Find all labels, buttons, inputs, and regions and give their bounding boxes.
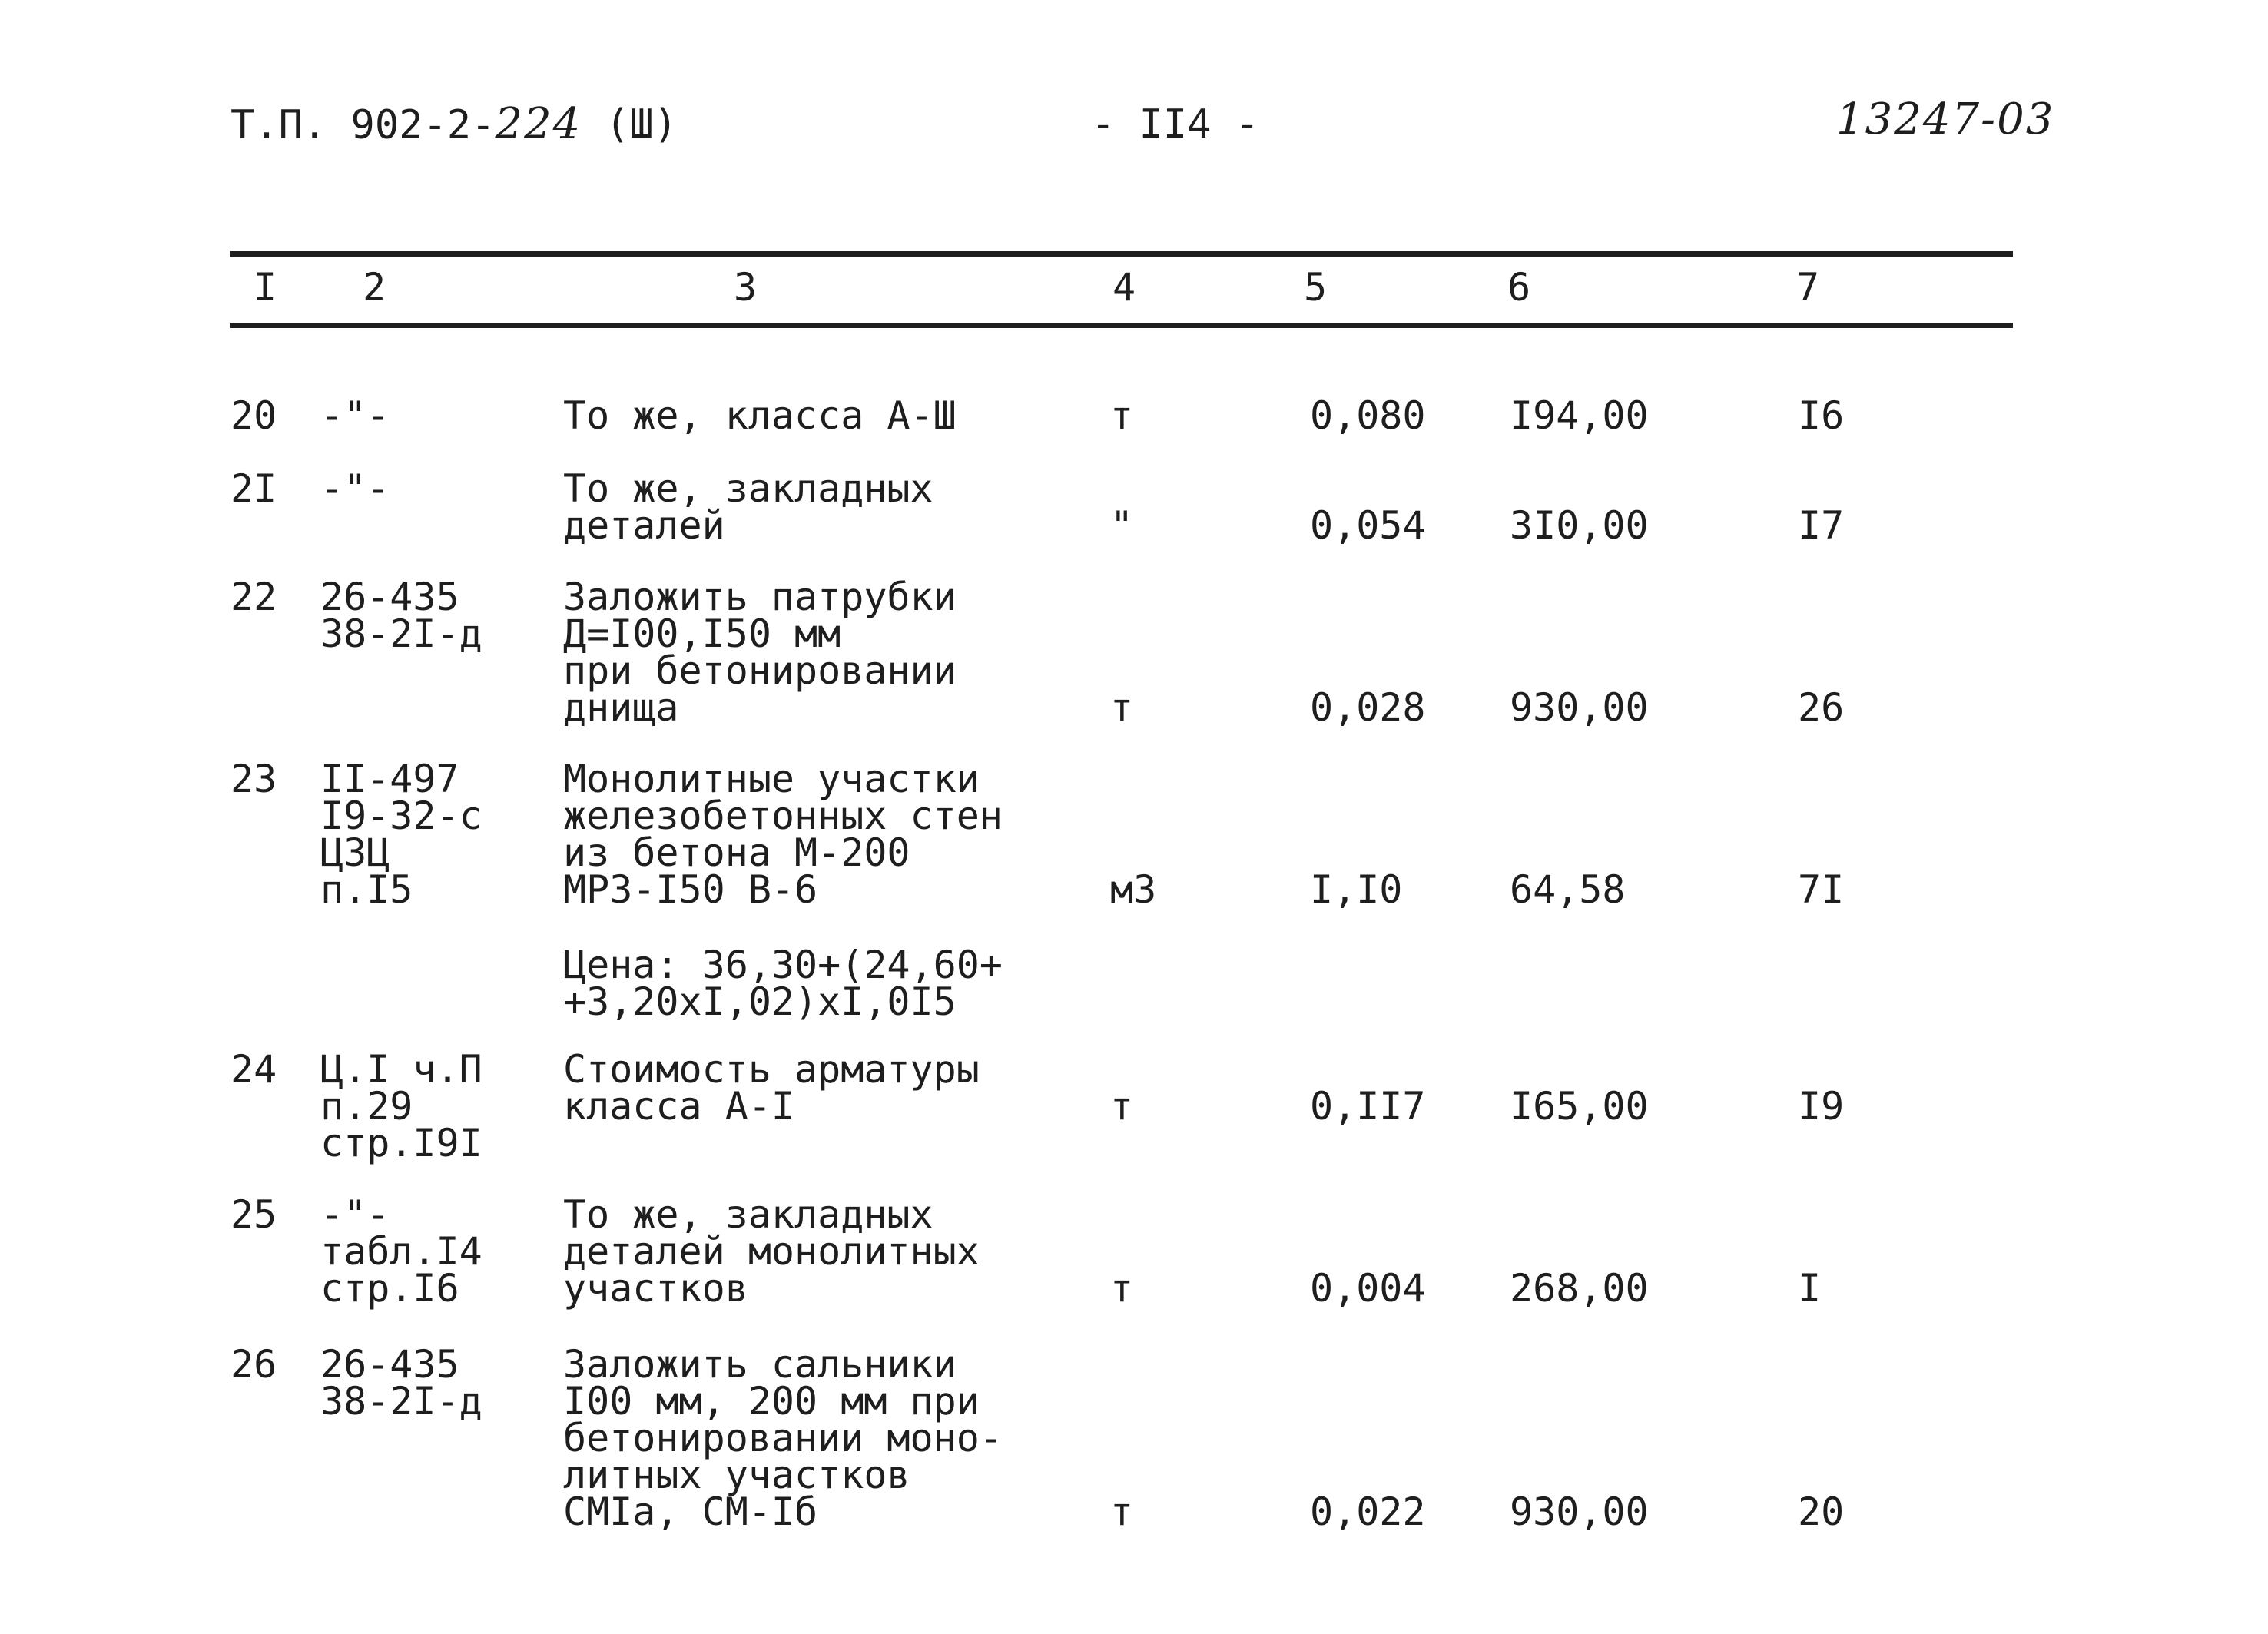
- row-description: То же, класса А-Ш: [563, 393, 957, 438]
- row-number: 26: [230, 1342, 277, 1387]
- row-quantity: 0,028: [1310, 685, 1426, 730]
- row-description: при бетонировании: [563, 648, 957, 693]
- row-description: Д=I00,I50 мм: [563, 612, 841, 656]
- row-number: 2I: [230, 466, 277, 511]
- row-description: бетонировании моно-: [563, 1416, 1003, 1460]
- row-description: литных участков: [563, 1453, 910, 1497]
- row-quantity: 0,054: [1310, 503, 1426, 548]
- row-unit-price: 930,00: [1510, 1490, 1649, 1534]
- column-header: 3: [734, 265, 758, 310]
- row-code: 38-2I-д: [320, 612, 482, 656]
- row-description: деталей монолитных: [563, 1229, 980, 1274]
- row-description: То же, закладных: [563, 1192, 933, 1237]
- row-code: 26-435: [320, 575, 459, 619]
- row-unit: т: [1110, 685, 1134, 730]
- row-description: Стоимость арматуры: [563, 1047, 980, 1092]
- row-code: II-497: [320, 757, 459, 801]
- row-number: 24: [230, 1047, 277, 1092]
- row-unit: т: [1110, 1266, 1134, 1311]
- row-description: днища: [563, 685, 679, 730]
- row-unit-price: I65,00: [1510, 1084, 1649, 1129]
- row-description: из бетона М-200: [563, 830, 910, 875]
- row-unit-price: 3I0,00: [1510, 503, 1649, 548]
- row-code: I9-32-с: [320, 794, 482, 838]
- row-code: табл.I4: [320, 1229, 482, 1274]
- table-top-rule: [230, 251, 2013, 257]
- row-unit-price: 64,58: [1510, 867, 1626, 912]
- doc-reference-handwritten: 224: [495, 99, 582, 149]
- row-cost: I: [1798, 1266, 1822, 1311]
- row-code: 38-2I-д: [320, 1379, 482, 1424]
- row-quantity: 0,004: [1310, 1266, 1426, 1311]
- row-code: -"-: [320, 393, 390, 438]
- row-unit-price: I94,00: [1510, 393, 1649, 438]
- row-cost: I9: [1798, 1084, 1845, 1129]
- row-code: -"-: [320, 466, 390, 511]
- row-number: 23: [230, 757, 277, 801]
- row-number: 22: [230, 575, 277, 619]
- doc-reference: [230, 99, 582, 149]
- row-description: СМIа, СМ-Iб: [563, 1490, 818, 1534]
- row-code: стр.I6: [320, 1266, 459, 1311]
- row-code: п.I5: [320, 867, 413, 912]
- row-description: железобетонных стен: [563, 794, 1003, 838]
- row-unit: ": [1110, 503, 1134, 548]
- row-description: Заложить патрубки: [563, 575, 957, 619]
- row-code: 26-435: [320, 1342, 459, 1387]
- doc-part: (Ш): [605, 101, 678, 147]
- column-header: 4: [1112, 265, 1136, 310]
- row-description: Заложить сальники: [563, 1342, 957, 1387]
- row-code: Ц.I ч.П: [320, 1047, 482, 1092]
- price-note-line: Цена: 36,30+(24,60+: [563, 943, 1003, 987]
- row-unit-price: 268,00: [1510, 1266, 1649, 1311]
- page-number: - II4 -: [1091, 101, 1260, 147]
- column-header: 6: [1507, 265, 1531, 310]
- doc-reference-printed: Т.П. 902-2-: [230, 102, 496, 148]
- row-quantity: 0,022: [1310, 1490, 1426, 1534]
- row-unit: т: [1110, 393, 1134, 438]
- row-description: деталей: [563, 503, 725, 548]
- row-code: стр.I9I: [320, 1121, 482, 1165]
- row-unit: т: [1110, 1490, 1134, 1534]
- row-description: То же, закладных: [563, 466, 933, 511]
- row-quantity: 0,080: [1310, 393, 1426, 438]
- row-cost: 20: [1798, 1490, 1845, 1534]
- row-description: МРЗ-I50 В-6: [563, 867, 818, 912]
- row-cost: 7I: [1798, 867, 1845, 912]
- column-header: I: [254, 265, 277, 310]
- column-header: 5: [1304, 265, 1328, 310]
- row-quantity: 0,II7: [1310, 1084, 1426, 1129]
- row-cost: I7: [1798, 503, 1845, 548]
- row-cost: 26: [1798, 685, 1845, 730]
- row-code: п.29: [320, 1084, 413, 1129]
- row-unit-price: 930,00: [1510, 685, 1649, 730]
- row-cost: I6: [1798, 393, 1845, 438]
- row-unit: т: [1110, 1084, 1134, 1129]
- row-number: 25: [230, 1192, 277, 1237]
- row-unit: м3: [1110, 867, 1157, 912]
- row-description: класса А-I: [563, 1084, 795, 1129]
- row-number: 20: [230, 393, 277, 438]
- row-quantity: I,I0: [1310, 867, 1403, 912]
- row-code: ЦЗЦ: [320, 830, 390, 875]
- archive-number: 13247-03: [1836, 94, 2055, 144]
- row-description: участков: [563, 1266, 748, 1311]
- price-note-line: +3,20хI,02)хI,0I5: [563, 979, 957, 1024]
- row-description: I00 мм, 200 мм при: [563, 1379, 980, 1424]
- row-code: -"-: [320, 1192, 390, 1237]
- table-header-rule: [230, 323, 2013, 328]
- column-header: 2: [363, 265, 386, 310]
- column-header: 7: [1796, 265, 1820, 310]
- row-description: Монолитные участки: [563, 757, 980, 801]
